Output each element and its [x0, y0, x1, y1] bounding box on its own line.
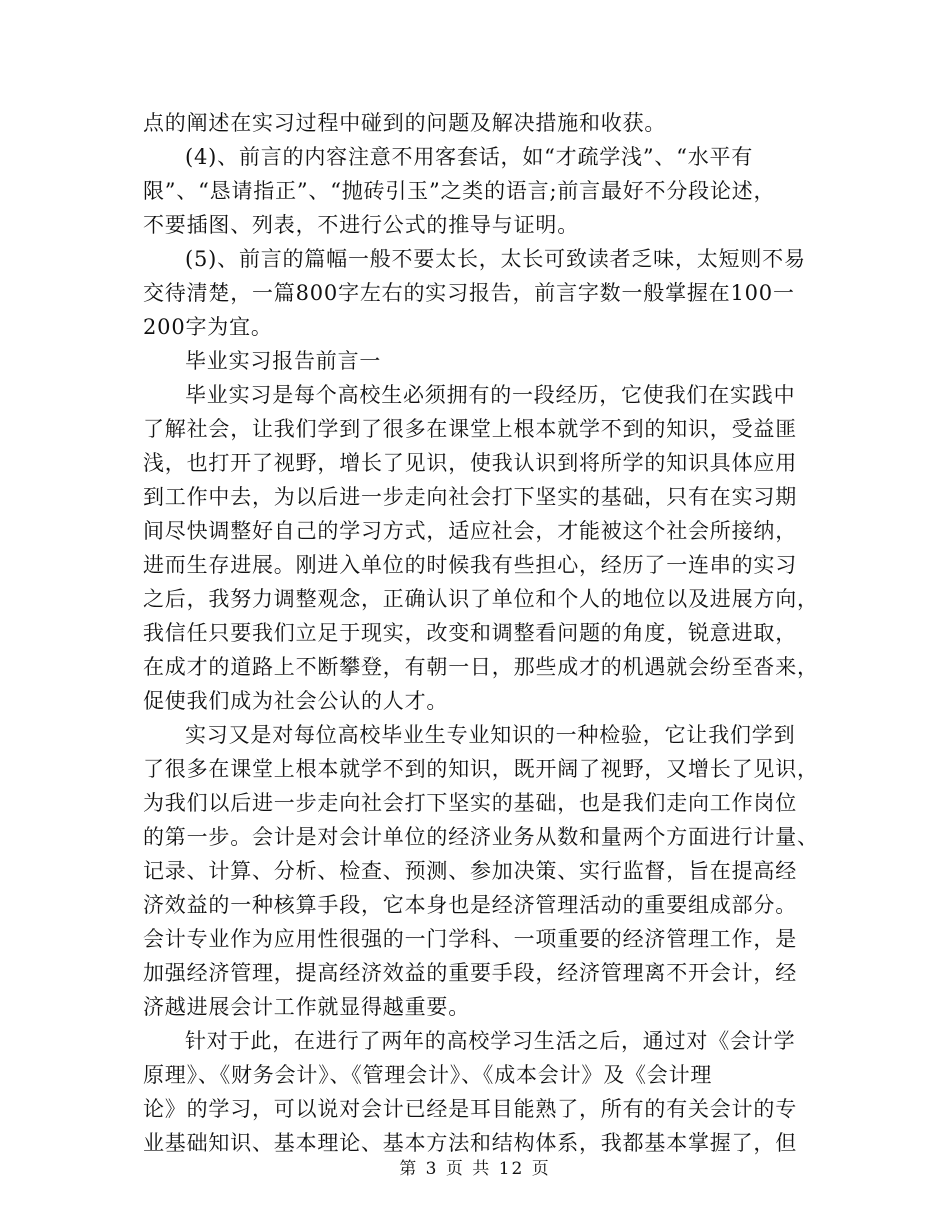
text-line: 济越进展会计工作就显得越重要。 — [143, 995, 470, 1019]
text-line: 论》的学习，可以说对会计已经是耳目能熟了，所有的有关会计的专 — [143, 1097, 797, 1121]
text-line: 限”、“恳请指正”、“抛砖引玉”之类的语言;前言最好不分段论述， — [143, 179, 776, 203]
text-line: 业基础知识、基本理论、基本方法和结构体系，我都基本掌握了，但 — [143, 1131, 797, 1155]
text-line: 点的阐述在实习过程中碰到的问题及解决措施和收获。 — [143, 111, 667, 135]
text-line: 加强经济管理，提高经济效益的重要手段，经济管理离不开会计，经 — [143, 961, 797, 985]
text-line: 记录、计算、分析、检查、预测、参加决策、实行监督，旨在提高经 — [143, 859, 797, 883]
text-line: 之后，我努力调整观念，正确认识了单位和个人的地位以及进展方向， — [143, 587, 819, 611]
text-line: 不要插图、列表，不进行公式的推导与证明。 — [143, 213, 579, 237]
text-line: 为我们以后进一步走向社会打下坚实的基础，也是我们走向工作岗位 — [143, 791, 797, 815]
text-line: 在成才的道路上不断攀登，有朝一日，那些成才的机遇就会纷至沓来， — [143, 655, 819, 679]
text-line: 到工作中去，为以后进一步走向社会打下坚实的基础，只有在实习期 — [143, 485, 797, 509]
text-line: 济效益的一种核算手段，它本身也是经济管理活动的重要组成部分。 — [143, 893, 797, 917]
text-line: 毕业实习是每个高校生必须拥有的一段经历，它使我们在实践中 — [185, 383, 796, 407]
text-line: 了解社会，让我们学到了很多在课堂上根本就学不到的知识，受益匪 — [143, 417, 797, 441]
text-line: 实习又是对每位高校毕业生专业知识的一种检验，它让我们学到 — [185, 723, 796, 747]
text-line: 针对于此，在进行了两年的高校学习生活之后，通过对《会计学 — [185, 1029, 796, 1053]
text-line: 的第一步。会计是对会计单位的经济业务从数和量两个方面进行计量、 — [143, 825, 819, 849]
text-line: 我信任只要我们立足于现实，改变和调整看问题的角度，锐意进取， — [143, 621, 797, 645]
text-line: 交待清楚，一篇800字左右的实习报告，前言字数一般掌握在100一 — [143, 281, 795, 305]
text-line: 200字为宜。 — [143, 315, 273, 339]
section-heading: 毕业实习报告前言一 — [185, 349, 382, 373]
text-line: 原理》、《财务会计》、《管理会计》、《成本会计》及《会计理 — [143, 1063, 713, 1087]
text-line: 促使我们成为社会公认的人才。 — [143, 689, 449, 713]
text-line: 间尽快调整好自己的学习方式，适应社会，才能被这个社会所接纳， — [143, 519, 797, 543]
text-line: 浅，也打开了视野，增长了见识，使我认识到将所学的知识具体应用 — [143, 451, 797, 475]
text-line: 会计专业作为应用性很强的一门学科、一项重要的经济管理工作，是 — [143, 927, 797, 951]
text-line: (4)、前言的内容注意不用客套话，如“才疏学浅”、“水平有 — [185, 145, 754, 169]
document-body — [143, 106, 819, 1160]
text-line: 进而生存进展。刚进入单位的时候我有些担心，经历了一连串的实习 — [143, 553, 797, 577]
text-line: (5)、前言的篇幅一般不要太长，太长可致读者乏味，太短则不易 — [185, 247, 806, 271]
page-footer: 第 3 页 共 12 页 — [399, 1159, 551, 1179]
text-line: 了很多在课堂上根本就学不到的知识，既开阔了视野，又增长了见识， — [143, 757, 819, 781]
